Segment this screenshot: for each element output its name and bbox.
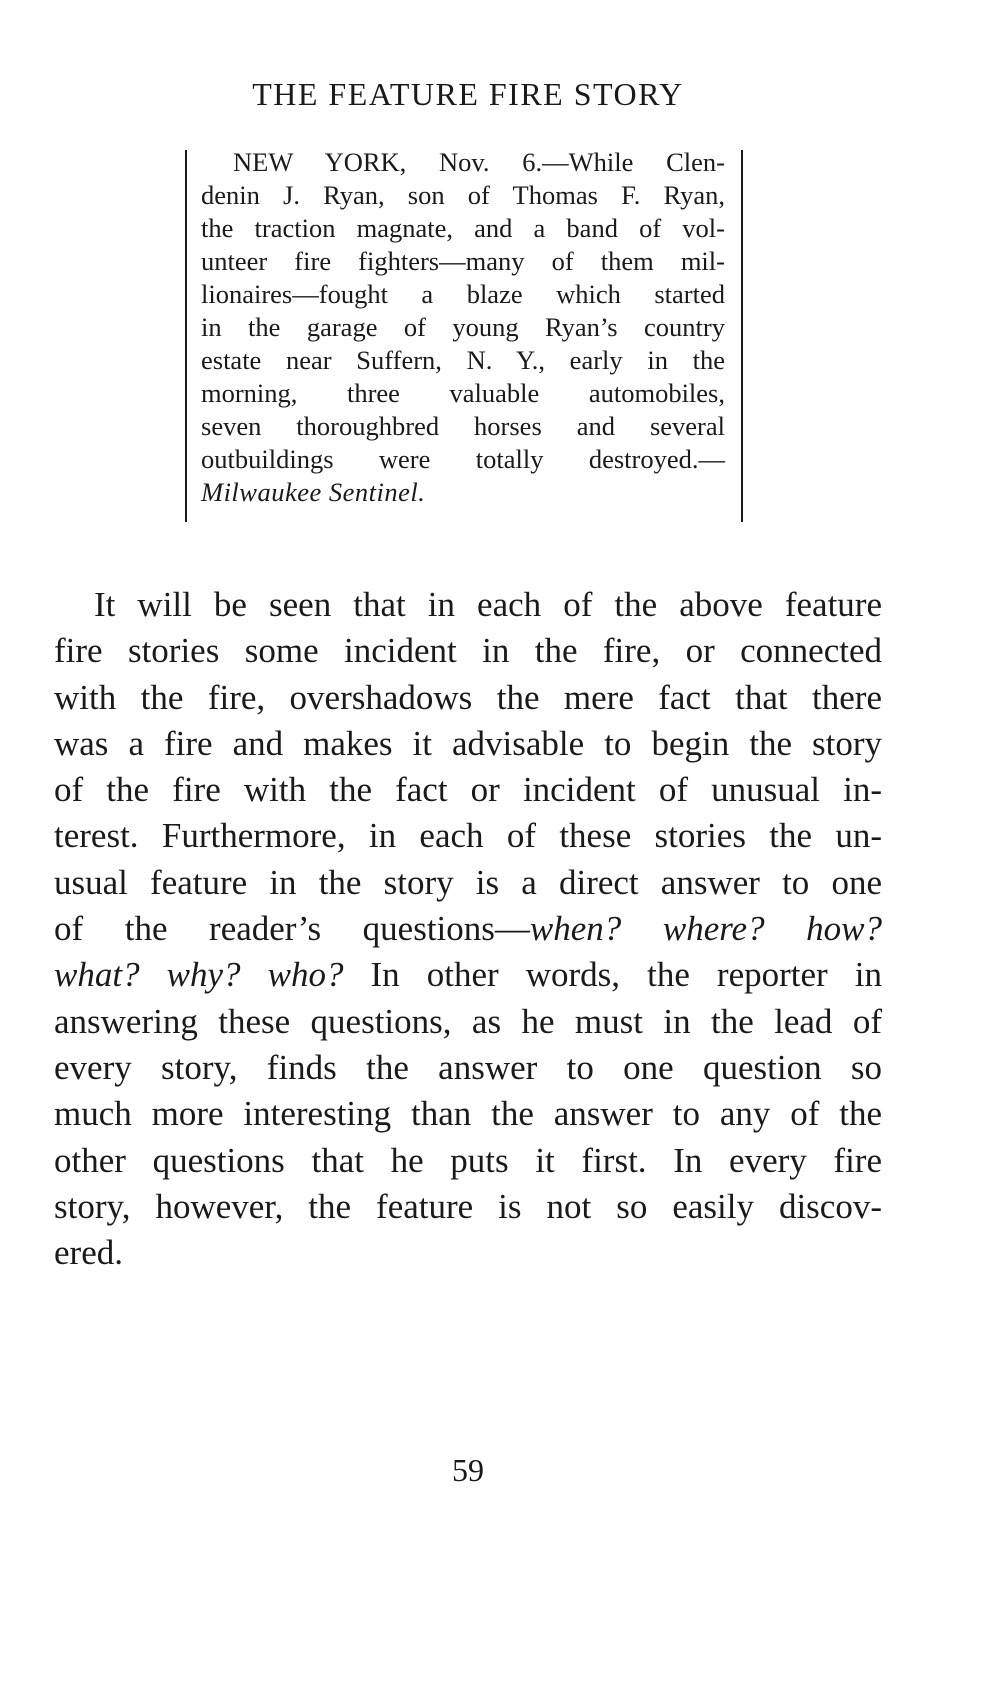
- paragraph-line: [54, 906, 882, 952]
- clipping-line: denin J. Ryan, son of Thomas F. Ryan,: [201, 180, 725, 210]
- paragraph-line: fire stories some incident in the fire, or connected: [54, 631, 882, 671]
- page-number: 59: [452, 1452, 484, 1488]
- paragraph-line: with the fire, overshadows the mere fact that there: [54, 677, 882, 717]
- line-italic-text: when? where? how?: [529, 909, 882, 949]
- body-paragraph: [54, 582, 882, 1276]
- running-head: THE FEATURE FIRE STORY: [252, 76, 684, 112]
- clipping-line: estate near Suffern, N. Y., early in the: [201, 345, 725, 375]
- clipping-line: the traction magnate, and a band of vol-: [201, 213, 725, 243]
- clipping-text: [201, 146, 725, 509]
- clipping-line: seven thoroughbred horses and several: [201, 411, 725, 441]
- paragraph-line: story, however, the feature is not so easily discov-: [54, 1186, 882, 1226]
- paragraph-line: terest. Furthermore, in each of these stories the un-: [54, 816, 882, 856]
- news-clipping: [185, 146, 743, 526]
- paragraph-line: It will be seen that in each of the above feature: [94, 585, 882, 624]
- clipping-right-rule: [741, 150, 743, 522]
- line-roman-text: In other words, the reporter in: [343, 955, 882, 995]
- clipping-left-rule: [185, 150, 187, 522]
- paragraph-line: of the fire with the fact or incident of unusual in-: [54, 770, 882, 810]
- clipping-line: unteer fire fighters—many of them mil-: [201, 246, 725, 276]
- paragraph-line: [54, 952, 882, 998]
- line-italic-text: what? why? who?: [54, 955, 344, 995]
- paragraph-line: other questions that he puts it first. In every fire: [54, 1140, 882, 1180]
- clipping-line: outbuildings were totally destroyed.—: [201, 444, 725, 474]
- paragraph-line: every story, finds the answer to one question so: [54, 1047, 882, 1087]
- clipping-line: lionaires—fought a blaze which started: [201, 279, 725, 309]
- paragraph-line: usual feature in the story is a direct answer to one: [54, 862, 882, 902]
- clipping-source: Milwaukee Sentinel.: [201, 477, 426, 507]
- clipping-line: NEW YORK, Nov. 6.—While Clen-: [233, 147, 725, 177]
- paragraph-line: was a fire and makes it advisable to begin the story: [54, 723, 882, 763]
- paragraph-line: ered.: [54, 1233, 123, 1273]
- clipping-line: in the garage of young Ryan’s country: [201, 312, 725, 342]
- paragraph-line: much more interesting than the answer to any of the: [54, 1094, 882, 1134]
- paragraph-line: answering these questions, as he must in the lead of: [54, 1001, 882, 1041]
- line-roman-text: of the reader’s questions—: [54, 909, 530, 949]
- clipping-line: morning, three valuable automobiles,: [201, 378, 725, 408]
